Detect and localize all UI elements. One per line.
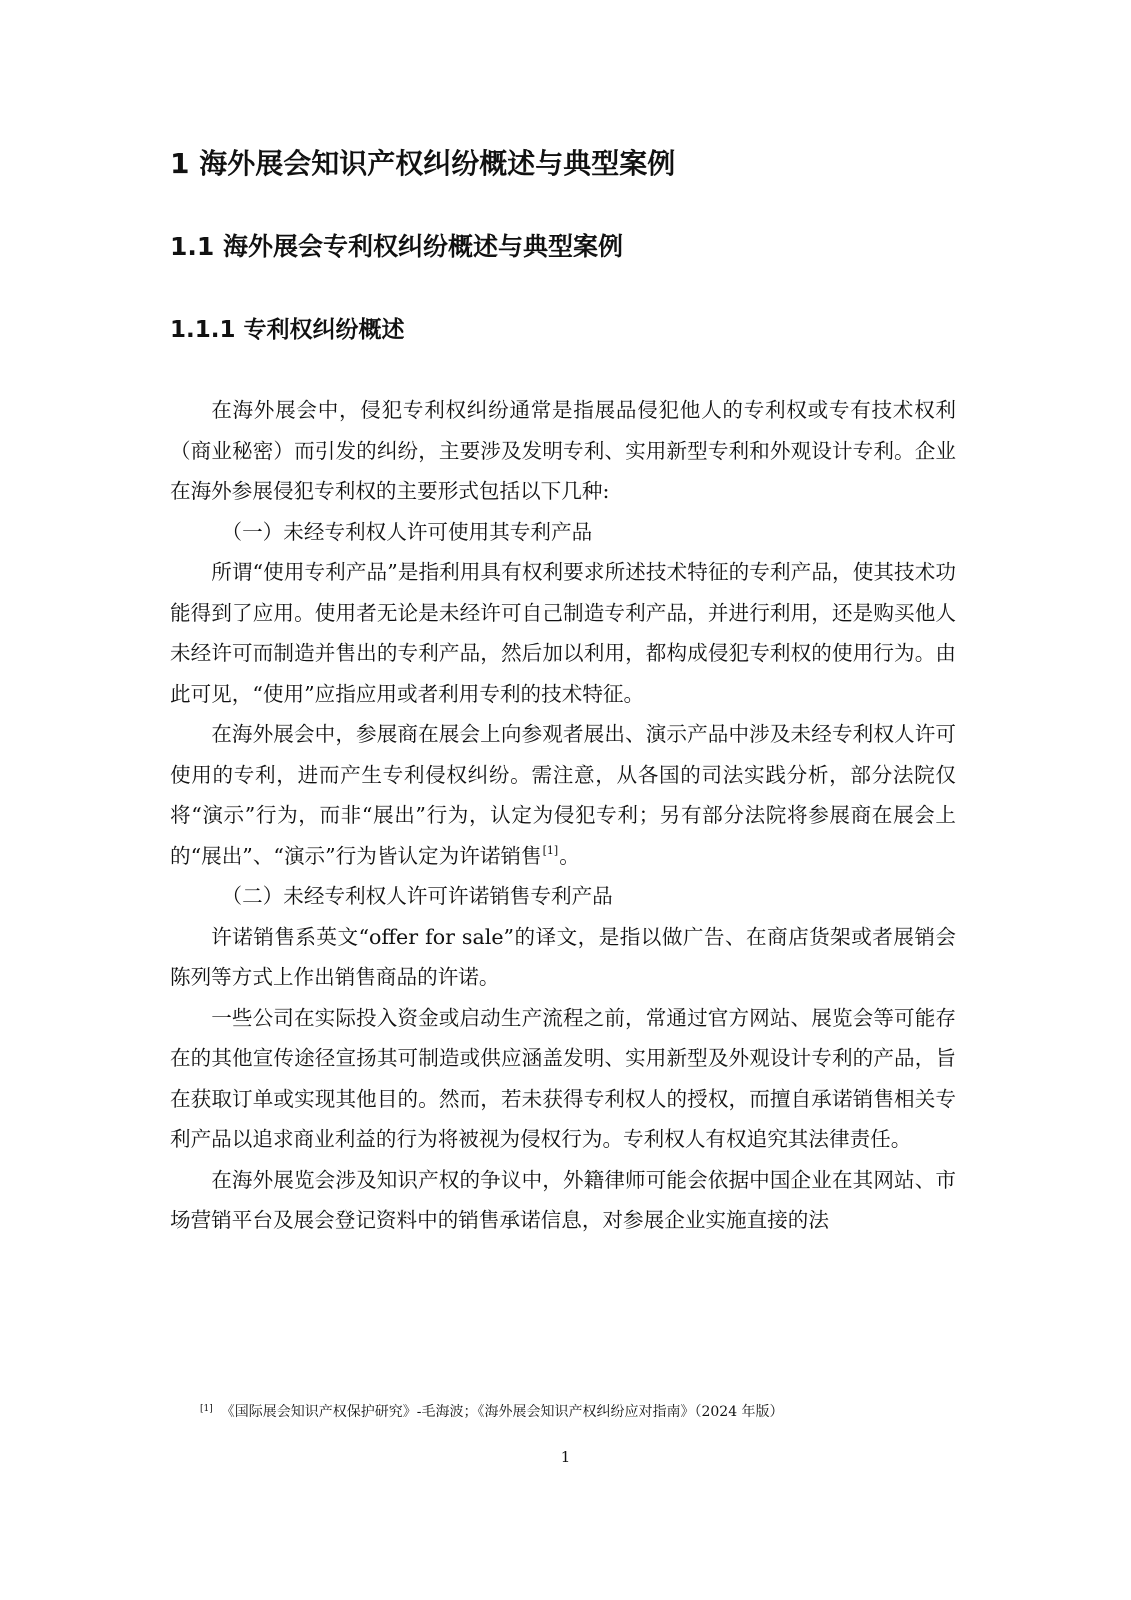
section-heading: 1.1 海外展会专利权纠纷概述与典型案例 (170, 232, 623, 261)
paragraph-offer-practice: 一些公司在实际投入资金或启动生产流程之前，常通过官方网站、展览会等可能存在的其他宣传途径宣扬其可制造或供应涵盖发明、实用新型及外观设计专利的产品，旨在获取订单或实现其他目的。然而，若未获得专利权人的授权，而擅自承诺销售相关专利产品以追求商业利益的行为将被视为侵权行为。专利权人有权追究其法律责任。 (170, 1005, 956, 1151)
footnote-text: 《国际展会知识产权保护研究》-毛海波；《海外展会知识产权纠纷应对指南》（2024 年版） (220, 1404, 784, 1420)
footnote-marker: [1] (200, 1404, 213, 1414)
subsection-heading: 1.1.1 专利权纠纷概述 (170, 317, 405, 343)
paragraph-use-definition: 所谓“使用专利产品”是指利用具有权利要求所述技术特征的专利产品，使其技术功能得到了应用。使用者无论是未经许可自己制造专利产品，并进行利用，还是购买他人未经许可而制造并售出的专利产品，然后加以利用，都构成侵犯专利权的使用行为。由此可见，“使用”应指应用或者利用专利的技术特征。 (170, 560, 956, 706)
chapter-heading: 1 海外展会知识产权纠纷概述与典型案例 (170, 147, 676, 180)
paragraph-foreign-lawyers: 在海外展览会涉及知识产权的争议中，外籍律师可能会依据中国企业在其网站、市场营销平台及展会登记资料中的销售承诺信息，对参展企业实施直接的法 (170, 1167, 956, 1232)
paragraph-exhibition-use-end: 。 (559, 843, 580, 868)
subheading-offer-for-sale: （二）未经专利权人许可许诺销售专利产品 (221, 884, 613, 908)
subheading-use-patent: （一）未经专利权人许可使用其专利产品 (221, 519, 593, 544)
footnote-reference[interactable]: [1] (542, 843, 559, 857)
paragraph-exhibition-use (170, 714, 956, 876)
paragraph-offer-definition: 许诺销售系英文“offer for sale”的译文，是指以做广告、在商店货架或者展销会陈列等方式上作出销售商品的许诺。 (170, 924, 956, 989)
paragraph-intro: 在海外展会中，侵犯专利权纠纷通常是指展品侵犯他人的专利权或专有技术权利（商业秘密）而引发的纠纷，主要涉及发明专利、实用新型专利和外观设计专利。企业在海外参展侵犯专利权的主要形式包括以下几种: (170, 398, 956, 503)
paragraph-exhibition-use-text: 在海外展会中，参展商在展会上向参观者展出、演示产品中涉及未经专利权人许可使用的专利，进而产生专利侵权纠纷。需注意，从各国的司法实践分析，部分法院仅将“演示”行为，而非“展出”行为，认定为侵犯专利；另有部分法院将参展商在展会上的“展出”、“演示”行为皆认定为许诺销售 (170, 722, 956, 868)
footnote (200, 1402, 784, 1422)
body-text (170, 390, 956, 1241)
page-number: 1 (560, 1448, 571, 1466)
